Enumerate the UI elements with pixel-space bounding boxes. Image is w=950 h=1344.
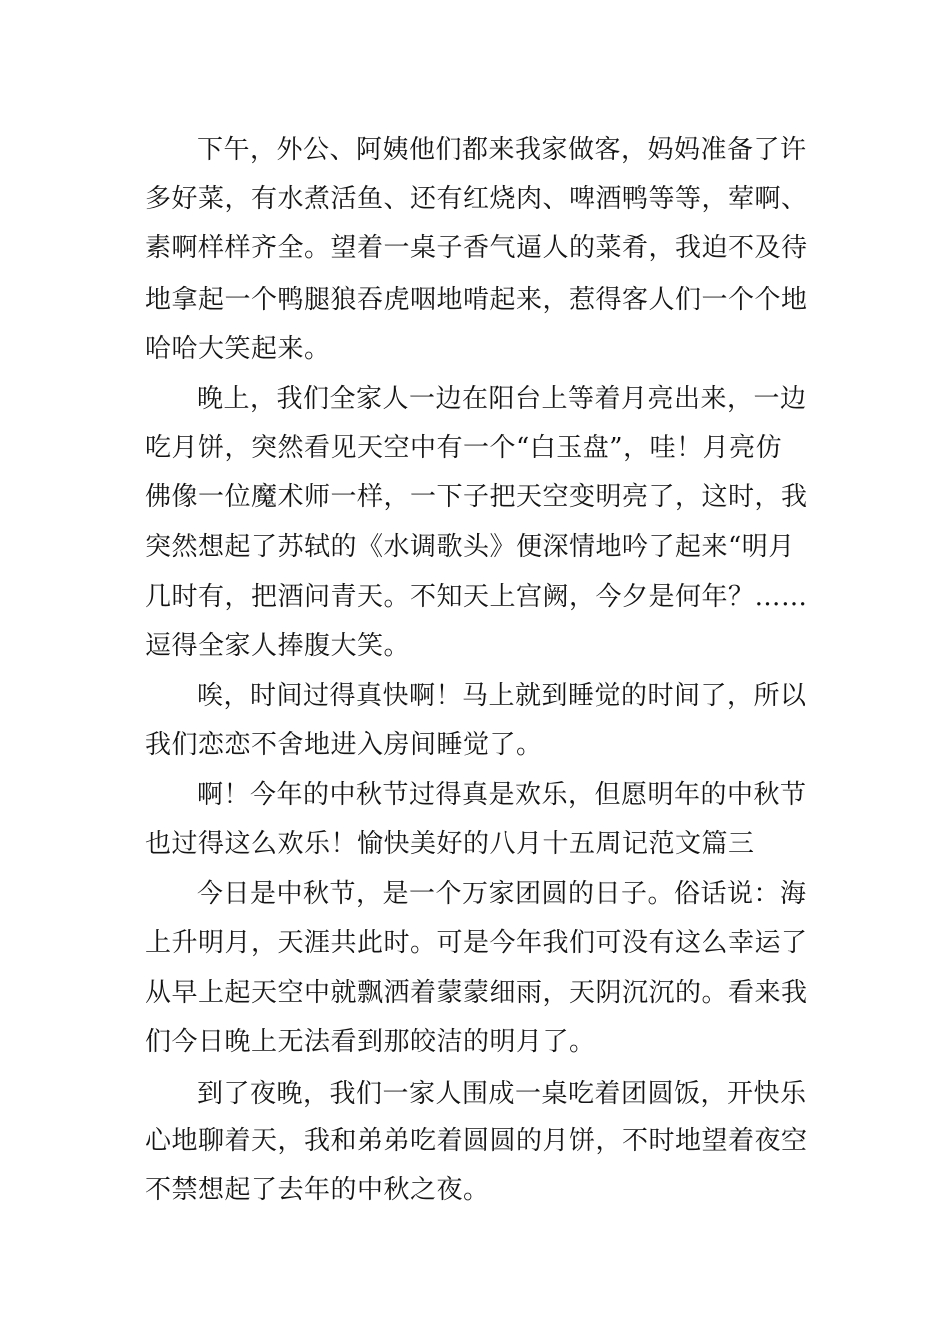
paragraph-line: 地拿起一个鸭腿狼吞虎咽地啃起来，惹得客人们一个个地 [145, 285, 808, 315]
paragraph-line: 不禁想起了去年的中秋之夜。 [145, 1175, 490, 1205]
paragraph-line: 从早上起天空中就飘洒着蒙蒙细雨，天阴沉沉的。看来我 [145, 978, 808, 1008]
paragraph-line: 几时有，把酒问青天。不知天上宫阙，今夕是何年？…… [145, 582, 808, 612]
paragraph-line: 佛像一位魔术师一样，一下子把天空变明亮了，这时，我 [145, 482, 808, 512]
paragraph-line: 也过得这么欢乐！愉快美好的八月十五周记范文篇三 [145, 829, 755, 859]
paragraph-line: 唉，时间过得真快啊！马上就到睡觉的时间了，所以 [197, 681, 807, 711]
paragraph-line: 们今日晚上无法看到那皎洁的明月了。 [145, 1027, 596, 1057]
paragraph-line: 啊！今年的中秋节过得真是欢乐，但愿明年的中秋节 [197, 780, 807, 810]
paragraph-line: 突然想起了苏轼的《水调歌头》便深情地吟了起来“明月 [145, 532, 795, 562]
paragraph-line: 哈哈大笑起来。 [145, 334, 331, 364]
paragraph-line: 素啊样样齐全。望着一桌子香气逼人的菜肴，我迫不及待 [145, 233, 808, 263]
paragraph-line: 晚上，我们全家人一边在阳台上等着月亮出来，一边 [197, 384, 807, 414]
paragraph-line: 逗得全家人捧腹大笑。 [145, 631, 411, 661]
paragraph-line: 下午，外公、阿姨他们都来我家做客，妈妈准备了许 [197, 135, 807, 165]
paragraph-line: 吃月饼，突然看见天空中有一个“白玉盘”，哇！月亮仿 [145, 433, 783, 463]
paragraph-line: 今日是中秋节，是一个万家团圆的日子。俗话说：海 [197, 879, 807, 909]
paragraph-line: 我们恋恋不舍地进入房间睡觉了。 [145, 730, 543, 760]
paragraph-line: 心地聊着天，我和弟弟吃着圆圆的月饼，不时地望着夜空 [145, 1126, 808, 1156]
paragraph-line: 到了夜晚，我们一家人围成一桌吃着团圆饭，开快乐 [197, 1079, 807, 1109]
paragraph-line: 多好菜，有水煮活鱼、还有红烧肉、啤酒鸭等等，荤啊、 [145, 184, 808, 214]
paragraph-line: 上升明月，天涯共此时。可是今年我们可没有这么幸运了 [145, 928, 808, 958]
